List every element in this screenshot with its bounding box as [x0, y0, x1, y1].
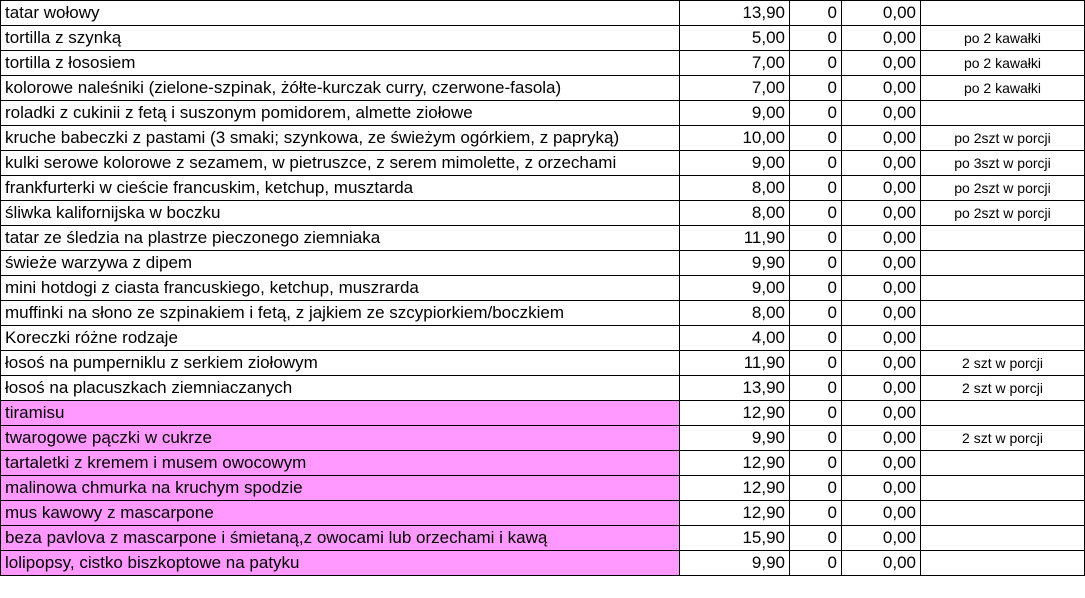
quantity-cell[interactable]: 0	[790, 201, 842, 226]
portion-note-cell[interactable]	[921, 526, 1085, 551]
price-cell[interactable]: 7,00	[680, 51, 790, 76]
quantity-cell[interactable]: 0	[790, 426, 842, 451]
item-name-cell[interactable]: lolipopsy, cistko biszkoptowe na patyku	[1, 551, 680, 576]
portion-note-cell[interactable]: po 2 kawałki	[921, 26, 1085, 51]
table-row	[1, 201, 1085, 226]
quantity-cell[interactable]: 0	[790, 151, 842, 176]
table-row	[1, 1, 1085, 26]
item-name-cell[interactable]: tartaletki z kremem i musem owocowym	[1, 451, 680, 476]
item-name-cell[interactable]: kolorowe naleśniki (zielone-szpinak, żółte-kurczak curry, czerwone-fasola)	[1, 76, 680, 101]
quantity-cell[interactable]: 0	[790, 76, 842, 101]
price-cell[interactable]: 8,00	[680, 176, 790, 201]
total-cell[interactable]: 0,00	[842, 251, 921, 276]
portion-note-cell[interactable]	[921, 326, 1085, 351]
table-row	[1, 26, 1085, 51]
item-name-cell[interactable]: świeże warzywa z dipem	[1, 251, 680, 276]
portion-note-cell[interactable]: 2 szt w porcji	[921, 376, 1085, 401]
table-row	[1, 401, 1085, 426]
price-cell[interactable]: 4,00	[680, 326, 790, 351]
total-cell[interactable]: 0,00	[842, 1, 921, 26]
quantity-cell[interactable]: 0	[790, 351, 842, 376]
total-cell[interactable]: 0,00	[842, 276, 921, 301]
price-cell[interactable]: 9,90	[680, 251, 790, 276]
table-row	[1, 426, 1085, 451]
quantity-cell[interactable]: 0	[790, 1, 842, 26]
price-cell[interactable]: 9,00	[680, 151, 790, 176]
price-cell[interactable]: 12,90	[680, 501, 790, 526]
quantity-cell[interactable]: 0	[790, 376, 842, 401]
portion-note-cell[interactable]: po 2szt w porcji	[921, 126, 1085, 151]
portion-note-cell[interactable]	[921, 551, 1085, 576]
item-name-cell[interactable]: kruche babeczki z pastami (3 smaki; szynkowa, ze świeżym ogórkiem, z papryką)	[1, 126, 680, 151]
portion-note-cell[interactable]: po 2 kawałki	[921, 76, 1085, 101]
price-cell[interactable]: 10,00	[680, 126, 790, 151]
item-name-cell[interactable]: twarogowe pączki w cukrze	[1, 426, 680, 451]
portion-note-cell[interactable]	[921, 276, 1085, 301]
table-row	[1, 376, 1085, 401]
item-name-cell[interactable]: mini hotdogi z ciasta francuskiego, ketchup, muszrarda	[1, 276, 680, 301]
total-cell[interactable]: 0,00	[842, 226, 921, 251]
item-name-cell[interactable]: muffinki na słono ze szpinakiem i fetą, z jajkiem ze szcypiorkiem/boczkiem	[1, 301, 680, 326]
table-row	[1, 501, 1085, 526]
price-cell[interactable]: 11,90	[680, 226, 790, 251]
table-row	[1, 476, 1085, 501]
price-cell[interactable]: 12,90	[680, 476, 790, 501]
table-row	[1, 251, 1085, 276]
table-row	[1, 126, 1085, 151]
quantity-cell[interactable]: 0	[790, 101, 842, 126]
total-cell[interactable]: 0,00	[842, 426, 921, 451]
quantity-cell[interactable]: 0	[790, 476, 842, 501]
price-cell[interactable]: 13,90	[680, 1, 790, 26]
portion-note-cell[interactable]: po 2szt w porcji	[921, 176, 1085, 201]
total-cell[interactable]: 0,00	[842, 351, 921, 376]
table-row	[1, 151, 1085, 176]
item-name-cell[interactable]: kulki serowe kolorowe z sezamem, w pietruszce, z serem mimolette, z orzechami	[1, 151, 680, 176]
item-name-cell[interactable]: tiramisu	[1, 401, 680, 426]
price-cell[interactable]: 9,00	[680, 276, 790, 301]
portion-note-cell[interactable]	[921, 501, 1085, 526]
price-cell[interactable]: 5,00	[680, 26, 790, 51]
item-name-cell[interactable]: frankfurterki w cieście francuskim, ketchup, musztarda	[1, 176, 680, 201]
table-row	[1, 301, 1085, 326]
portion-note-cell[interactable]	[921, 401, 1085, 426]
item-name-cell[interactable]: tortilla z szynką	[1, 26, 680, 51]
table-row	[1, 226, 1085, 251]
portion-note-cell[interactable]	[921, 226, 1085, 251]
quantity-cell[interactable]: 0	[790, 251, 842, 276]
table-row	[1, 526, 1085, 551]
quantity-cell[interactable]: 0	[790, 126, 842, 151]
table-row	[1, 101, 1085, 126]
price-cell[interactable]: 9,90	[680, 551, 790, 576]
quantity-cell[interactable]: 0	[790, 176, 842, 201]
quantity-cell[interactable]: 0	[790, 26, 842, 51]
item-name-cell[interactable]: śliwka kalifornijska w boczku	[1, 201, 680, 226]
total-cell[interactable]: 0,00	[842, 501, 921, 526]
price-cell[interactable]: 12,90	[680, 401, 790, 426]
item-name-cell[interactable]: tatar wołowy	[1, 1, 680, 26]
table-row	[1, 326, 1085, 351]
item-name-cell[interactable]: łosoś na pumperniklu z serkiem ziołowym	[1, 351, 680, 376]
table-row	[1, 551, 1085, 576]
quantity-cell[interactable]: 0	[790, 451, 842, 476]
item-name-cell[interactable]: tortilla z łososiem	[1, 51, 680, 76]
quantity-cell[interactable]: 0	[790, 526, 842, 551]
quantity-cell[interactable]: 0	[790, 401, 842, 426]
total-cell[interactable]: 0,00	[842, 176, 921, 201]
portion-note-cell[interactable]	[921, 251, 1085, 276]
item-name-cell[interactable]: beza pavlova z mascarpone i śmietaną,z owocami lub orzechami i kawą	[1, 526, 680, 551]
price-cell[interactable]: 15,90	[680, 526, 790, 551]
price-cell[interactable]: 9,90	[680, 426, 790, 451]
portion-note-cell[interactable]	[921, 301, 1085, 326]
price-cell[interactable]: 11,90	[680, 351, 790, 376]
total-cell[interactable]: 0,00	[842, 301, 921, 326]
portion-note-cell[interactable]	[921, 101, 1085, 126]
table-row	[1, 351, 1085, 376]
price-cell[interactable]: 12,90	[680, 451, 790, 476]
total-cell[interactable]: 0,00	[842, 76, 921, 101]
portion-note-cell[interactable]: po 3szt w porcji	[921, 151, 1085, 176]
price-cell[interactable]: 7,00	[680, 76, 790, 101]
table-row	[1, 176, 1085, 201]
quantity-cell[interactable]: 0	[790, 326, 842, 351]
quantity-cell[interactable]: 0	[790, 226, 842, 251]
total-cell[interactable]: 0,00	[842, 326, 921, 351]
portion-note-cell[interactable]: po 2 kawałki	[921, 51, 1085, 76]
item-name-cell[interactable]: tatar ze śledzia na plastrze pieczonego ziemniaka	[1, 226, 680, 251]
quantity-cell[interactable]: 0	[790, 51, 842, 76]
total-cell[interactable]: 0,00	[842, 151, 921, 176]
total-cell[interactable]: 0,00	[842, 376, 921, 401]
total-cell[interactable]: 0,00	[842, 201, 921, 226]
total-cell[interactable]: 0,00	[842, 451, 921, 476]
quantity-cell[interactable]: 0	[790, 501, 842, 526]
portion-note-cell[interactable]: 2 szt w porcji	[921, 426, 1085, 451]
table-row	[1, 51, 1085, 76]
total-cell[interactable]: 0,00	[842, 126, 921, 151]
table-body	[1, 1, 1085, 576]
portion-note-cell[interactable]: 2 szt w porcji	[921, 351, 1085, 376]
item-name-cell[interactable]: łosoś na placuszkach ziemniaczanych	[1, 376, 680, 401]
total-cell[interactable]: 0,00	[842, 526, 921, 551]
price-cell[interactable]: 9,00	[680, 101, 790, 126]
price-cell[interactable]: 8,00	[680, 201, 790, 226]
table-row	[1, 76, 1085, 101]
portion-note-cell[interactable]	[921, 1, 1085, 26]
quantity-cell[interactable]: 0	[790, 301, 842, 326]
portion-note-cell[interactable]	[921, 451, 1085, 476]
price-cell[interactable]: 8,00	[680, 301, 790, 326]
table-row	[1, 451, 1085, 476]
total-cell[interactable]: 0,00	[842, 26, 921, 51]
portion-note-cell[interactable]: po 2szt w porcji	[921, 201, 1085, 226]
quantity-cell[interactable]: 0	[790, 276, 842, 301]
total-cell[interactable]: 0,00	[842, 401, 921, 426]
total-cell[interactable]: 0,00	[842, 551, 921, 576]
item-name-cell[interactable]: mus kawowy z mascarpone	[1, 501, 680, 526]
quantity-cell[interactable]: 0	[790, 551, 842, 576]
total-cell[interactable]: 0,00	[842, 101, 921, 126]
item-name-cell[interactable]: malinowa chmurka na kruchym spodzie	[1, 476, 680, 501]
total-cell[interactable]: 0,00	[842, 51, 921, 76]
total-cell[interactable]: 0,00	[842, 476, 921, 501]
portion-note-cell[interactable]	[921, 476, 1085, 501]
price-cell[interactable]: 13,90	[680, 376, 790, 401]
table-row	[1, 276, 1085, 301]
item-name-cell[interactable]: Koreczki różne rodzaje	[1, 326, 680, 351]
item-name-cell[interactable]: roladki z cukinii z fetą i suszonym pomidorem, almette ziołowe	[1, 101, 680, 126]
